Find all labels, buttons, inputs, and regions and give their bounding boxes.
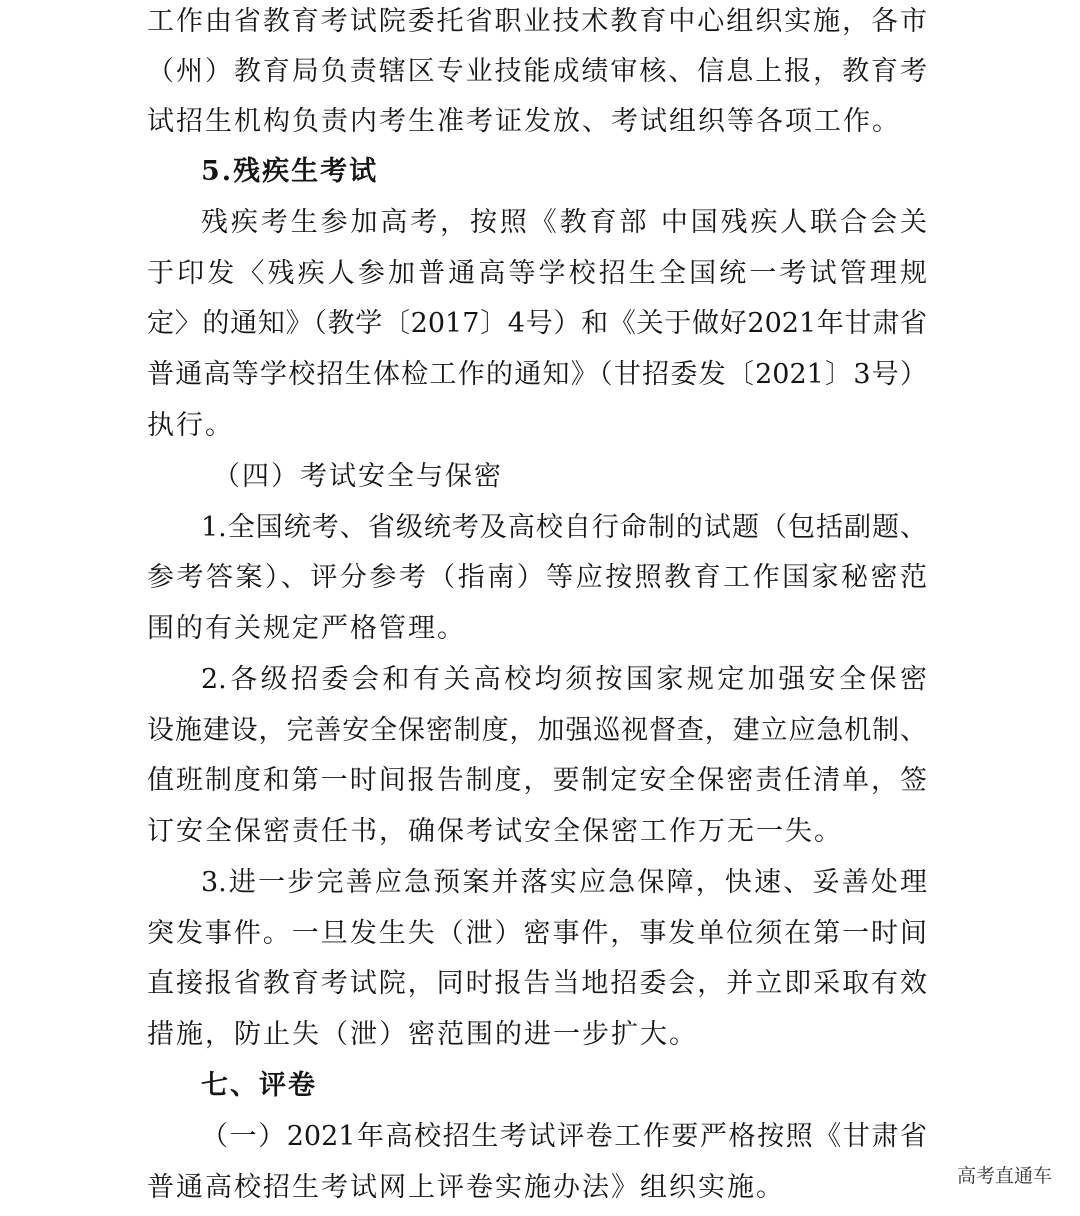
body-text-line: 3.进一步完善应急预案并落实应急保障，快速、妥善处理 <box>201 867 927 898</box>
body-text-line: 参考答案）、评分参考（指南）等应按照教育工作国家秘密范 <box>147 562 927 593</box>
body-text-line: 于印发〈残疾人参加普通高等学校招生全国统一考试管理规 <box>147 258 927 289</box>
section-heading-exam-security: （四）考试安全与保密 <box>213 461 503 492</box>
section-heading-disabled-exam: 5.残疾生考试 <box>201 156 379 187</box>
body-text-line: 残疾考生参加高考，按照《教育部 中国残疾人联合会关 <box>201 207 927 238</box>
watermark-label: 高考直通车 <box>956 1165 1052 1187</box>
body-text-line: 设施建设，完善安全保密制度，加强巡视督查，建立应急机制、 <box>147 715 927 746</box>
body-text-line: 直接报省教育考试院，同时报告当地招委会，并立即采取有效 <box>147 968 927 999</box>
body-text-line: 试招生机构负责内考生准考证发放、考试组织等各项工作。 <box>147 106 901 137</box>
section-heading-grading: 七、评卷 <box>201 1070 317 1101</box>
body-text-line: 订安全保密责任书，确保考试安全保密工作万无一失。 <box>147 816 843 847</box>
body-text-line: 工作由省教育考试院委托省职业技术教育中心组织实施，各市 <box>147 6 927 37</box>
body-text-line: 执行。 <box>147 410 234 441</box>
body-text-line: 1.全国统考、省级统考及高校自行命制的试题（包括副题、 <box>201 512 927 543</box>
body-text-line: （州）教育局负责辖区专业技能成绩审核、信息上报，教育考 <box>147 56 927 87</box>
body-text-line: 措施，防止失（泄）密范围的进一步扩大。 <box>147 1019 698 1050</box>
body-text-line: 普通高等学校招生体检工作的通知》（甘招委发〔2021〕3号） <box>147 359 927 390</box>
body-text-line: 定〉的通知》（教学〔2017〕4号）和《关于做好2021年甘肃省 <box>147 308 927 339</box>
body-text-line: 值班制度和第一时间报告制度，要制定安全保密责任清单，签 <box>147 765 927 796</box>
body-text-line: （一）2021年高校招生考试评卷工作要严格按照《甘肃省 <box>201 1121 927 1152</box>
body-text-line: 2.各级招委会和有关高校均须按国家规定加强安全保密 <box>201 664 927 695</box>
body-text-line: 围的有关规定严格管理。 <box>147 613 466 644</box>
body-text-line: 突发事件。一旦发生失（泄）密事件，事发单位须在第一时间 <box>147 918 927 949</box>
body-text-line: 普通高校招生考试网上评卷实施办法》组织实施。 <box>147 1172 785 1203</box>
